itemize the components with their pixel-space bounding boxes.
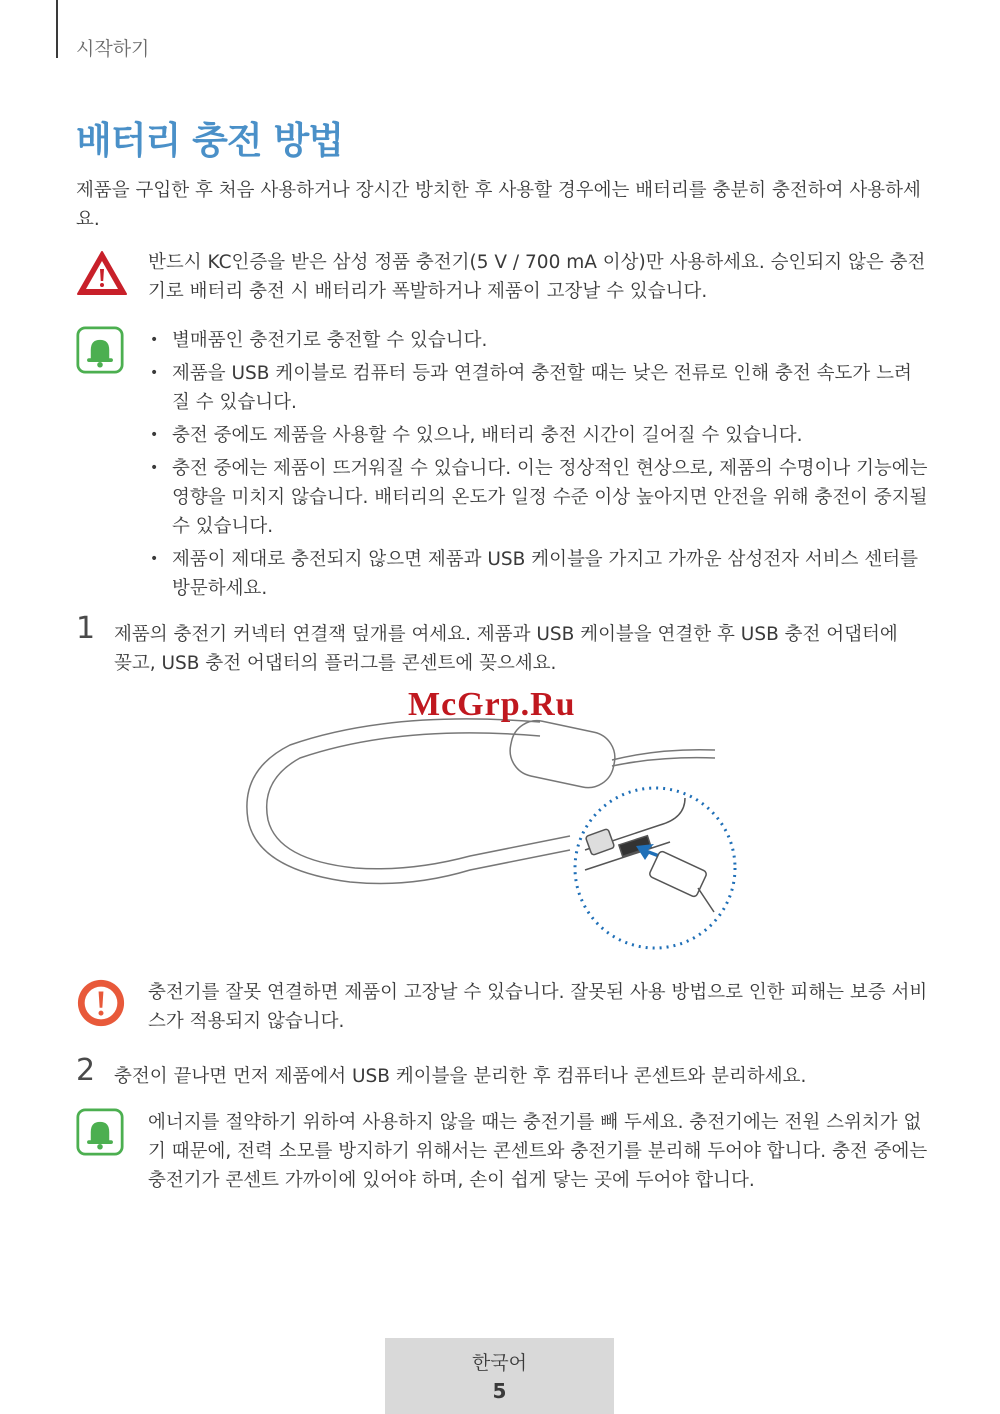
bell-note-icon: [76, 1108, 124, 1156]
step-number: 1: [76, 611, 96, 646]
footer-language: 한국어: [471, 1352, 528, 1374]
note-bullet: • 별매품인 충전기로 충전할 수 있습니다.: [148, 326, 928, 355]
warning-triangle-icon: [76, 248, 128, 300]
page-number: 5: [492, 1379, 507, 1403]
note-bullet: • 제품을 USB 케이블로 컴퓨터 등과 연결하여 충전할 때는 낮은 전류로 인해 충전 속도가 느려질 수 있습니다.: [148, 359, 928, 417]
note-bullet: • 충전 중에는 제품이 뜨거워질 수 있습니다. 이는 정상적인 현상으로, 제품의 수명이나 기능에는 영향을 미치지 않습니다. 배터리의 온도가 일정 수준 이상 높아지면 안전을 위해 충전이 중지될 수 있습니다.: [148, 454, 928, 541]
section-label: 시작하기: [76, 38, 150, 60]
charging-illustration: [240, 700, 760, 960]
watermark-text: McGrp.Ru: [408, 686, 576, 723]
note-text: 에너지를 절약하기 위하여 사용하지 않을 때는 충전기를 빼 두세요. 충전기에는 전원 스위치가 없기 때문에, 전력 소모를 방지하기 위해서는 콘센트와 충전기를 분리해 두어야 합니다. 충전 중에는 충전기가 콘센트 가까이에 있어야 하며, 손이 쉽게 닿는 곳에 두어야 합니다.: [148, 1112, 928, 1191]
step-text: 제품의 충전기 커넥터 연결잭 덮개를 여세요. 제품과 USB 케이블을 연결한 후 USB 충전 어댑터에 꽂고, USB 충전 어댑터의 플러그를 콘센트에 꽂으세요.: [114, 624, 898, 674]
note-body: [148, 326, 928, 607]
page-title: 배터리 충전 방법: [76, 119, 343, 162]
warning-text: 반드시 KC인증을 받은 삼성 정품 충전기(5 V / 700 mA 이상)만 사용하세요. 승인되지 않은 충전기로 배터리 충전 시 배터리가 폭발하거나 제품이 고장날 수 있습니다.: [148, 252, 926, 302]
intro-paragraph: 제품을 구입한 후 처음 사용하거나 장시간 방치한 후 사용할 경우에는 배터리를 충분히 충전하여 사용하세요.: [76, 180, 921, 230]
page-footer: [385, 1338, 614, 1414]
caution-text: 충전기를 잘못 연결하면 제품이 고장날 수 있습니다. 잘못된 사용 방법으로 인한 피해는 보증 서비스가 적용되지 않습니다.: [148, 982, 928, 1032]
step-text: 충전이 끝나면 먼저 제품에서 USB 케이블을 분리한 후 컴퓨터나 콘센트와 분리하세요.: [114, 1066, 807, 1087]
section-rule: [56, 0, 58, 58]
bell-note-icon: [76, 326, 124, 374]
step-number: 2: [76, 1053, 96, 1088]
note-bullet: • 제품이 제대로 충전되지 않으면 제품과 USB 케이블을 가지고 가까운 삼성전자 서비스 센터를 방문하세요.: [148, 545, 928, 603]
note-bullet: • 충전 중에도 제품을 사용할 수 있으나, 배터리 충전 시간이 길어질 수 있습니다.: [148, 421, 928, 450]
caution-exclamation-icon: [76, 978, 126, 1028]
